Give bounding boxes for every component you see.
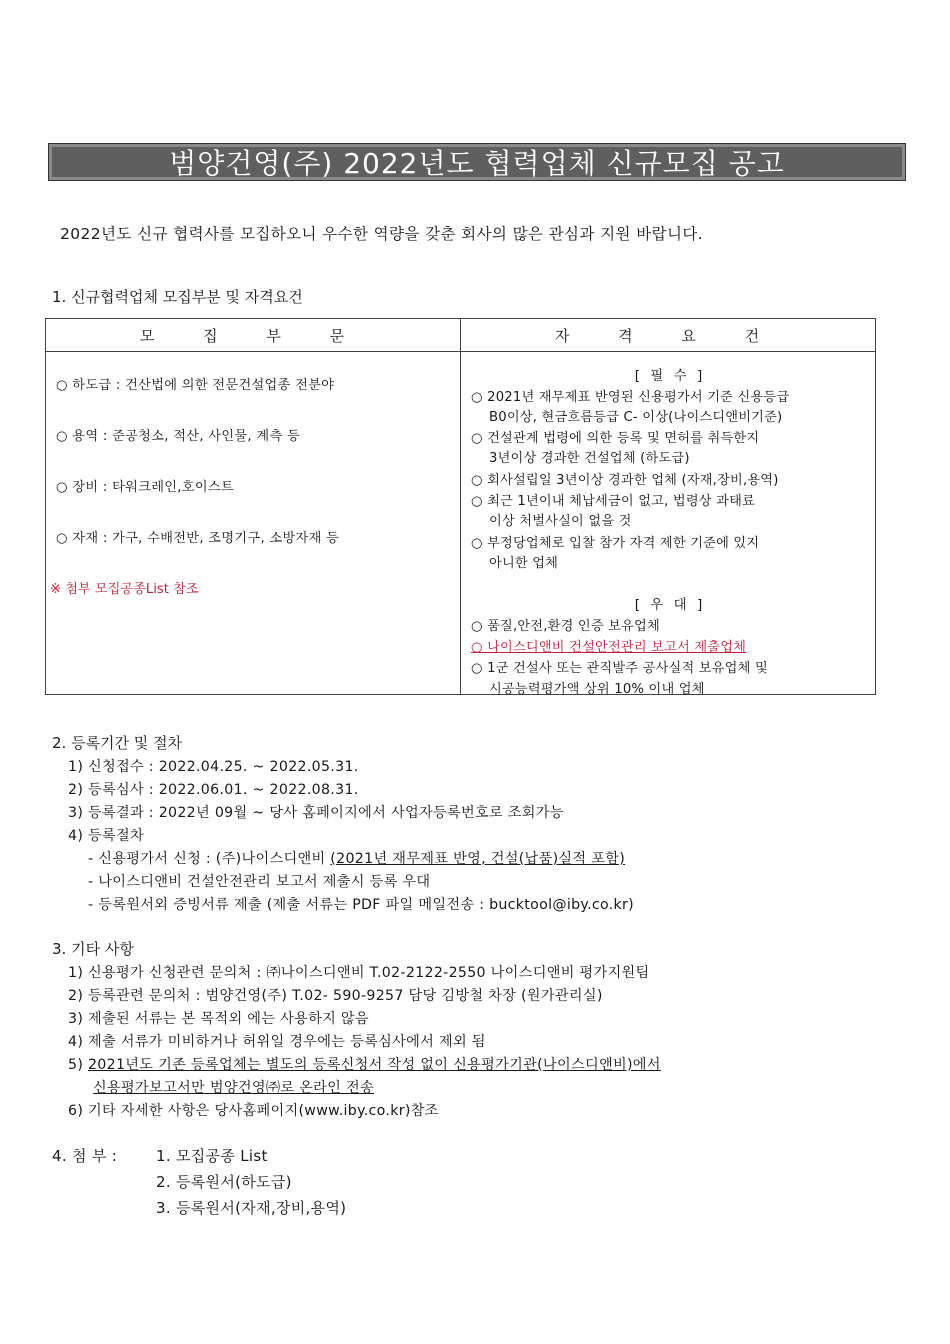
existing-vendor-note: 2021년도 기존 등록업체는 별도의 등록신청서 작성 없이 신용평가기관(나이스디앤비)에서	[87, 1057, 661, 1073]
procedure-credit-detail: (2021년 재무제표 반영, 건설(납품)실적 포함)	[330, 851, 626, 867]
procedure-line	[88, 848, 625, 868]
preferred-item: ○ 품질,안전,환경 인증 보유업체	[471, 619, 660, 634]
misc-line: 2) 등록관련 문의처 : 범양건영(주) T.02- 590-9257 담당 김방철 차장 (원가관리실)	[68, 988, 603, 1004]
section3-heading: 3. 기타 사항	[52, 940, 134, 958]
attachment-label: 4. 첨 부 :	[52, 1147, 118, 1165]
required-item: 3년이상 경과한 건설업체 (하도급)	[489, 451, 690, 466]
attachment-item: 1. 모집공종 List	[156, 1147, 268, 1165]
recruit-cell	[46, 352, 461, 695]
recruit-item: ○ 용역 : 준공청소, 적산, 사인물, 계측 등	[56, 429, 301, 444]
section2-heading: 2. 등록기간 및 절차	[52, 734, 183, 752]
required-item: B0이상, 현금흐름등급 C- 이상(나이스디앤비기준)	[489, 410, 783, 425]
attachment-item: 3. 등록원서(자재,장비,용역)	[156, 1199, 347, 1217]
intro-text: 2022년도 신규 협력사를 모집하오니 우수한 역량을 갖춘 회사의 많은 관심과 지원 바랍니다.	[60, 225, 704, 243]
required-heading: [ 필 수 ]	[634, 368, 706, 384]
misc-line: 6) 기타 자세한 사항은 당사홈페이지(www.iby.co.kr)참조	[68, 1103, 439, 1119]
schedule-line: 1) 신청접수 : 2022.04.25. ~ 2022.05.31.	[68, 759, 359, 775]
misc-line: 3) 제출된 서류는 본 목적외 에는 사용하지 않음	[68, 1011, 369, 1027]
requirements-table	[45, 318, 876, 695]
preferred-item: ○ 1군 건설사 또는 관직발주 공사실적 보유업체 및	[471, 661, 768, 676]
schedule-line: 3) 등록결과 : 2022년 09월 ~ 당사 홈페이지에서 사업자등록번호로 조회가능	[68, 805, 564, 821]
preferred-item-highlight: ○ 나이스디앤비 건설안전관리 보고서 제출업체	[471, 640, 747, 655]
required-item: ○ 최근 1년이내 체납세금이 없고, 법령상 과태료	[471, 494, 755, 509]
misc-line: 4) 제출 서류가 미비하거나 허위일 경우에는 등록심사에서 제외 됨	[68, 1034, 486, 1050]
misc-line-number: 5)	[68, 1057, 88, 1073]
required-item: ○ 2021년 재무제표 반영된 신용평가서 기준 신용등급	[471, 390, 790, 405]
misc-line	[68, 1054, 661, 1074]
procedure-credit-label: - 신용평가서 신청 : (주)나이스디앤비	[88, 851, 331, 867]
schedule-line: 4) 등록절차	[68, 828, 144, 844]
required-item: 이상 처벌사실이 없을 것	[489, 514, 632, 529]
schedule-line: 2) 등록심사 : 2022.06.01. ~ 2022.08.31.	[68, 782, 359, 798]
required-item: ○ 건설관계 법령에 의한 등록 및 면허를 취득한지	[471, 431, 760, 446]
recruit-item: ○ 하도급 : 건산법에 의한 전문건설업종 전분야	[56, 378, 335, 393]
col-header-qualification: 자 격 요 건	[461, 319, 876, 352]
attachment-note: ※ 첨부 모집공종List 참조	[50, 582, 199, 597]
preferred-item: 시공능력평가액 상위 10% 이내 업체	[489, 682, 705, 697]
existing-vendor-note-cont: 신용평가보고서만 범양건영㈜로 온라인 전송	[93, 1080, 375, 1096]
misc-line: 1) 신용평가 신청관련 문의처 : ㈜나이스디앤비 T.02-2122-2550 나이스디앤비 평가지원팀	[68, 965, 650, 981]
recruit-item: ○ 자재 : 가구, 수배전반, 조명기구, 소방자재 등	[56, 531, 340, 546]
required-item: ○ 회사설립일 3년이상 경과한 업체 (자재,장비,용역)	[471, 473, 779, 488]
recruit-item: ○ 장비 : 타워크레인,호이스트	[56, 480, 234, 495]
title-banner	[48, 143, 906, 181]
procedure-line: - 나이스디앤비 건설안전관리 보고서 제출시 등록 우대	[88, 874, 431, 890]
page-title: 범양건영(주) 2022년도 협력업체 신규모집 공고	[169, 147, 785, 180]
qualification-cell	[461, 352, 876, 695]
section1-heading: 1. 신규협력업체 모집부분 및 자격요건	[52, 288, 303, 306]
preferred-heading: [ 우 대 ]	[634, 597, 706, 613]
required-item: 아니한 업체	[489, 556, 559, 571]
attachment-item: 2. 등록원서(하도급)	[156, 1173, 292, 1191]
required-item: ○ 부정당업체로 입찰 참가 자격 제한 기준에 있지	[471, 536, 760, 551]
col-header-recruit: 모 집 부 문	[46, 319, 461, 352]
procedure-line: - 등록원서외 증빙서류 제출 (제출 서류는 PDF 파일 메일전송 : bucktool@iby.co.kr)	[88, 897, 635, 913]
